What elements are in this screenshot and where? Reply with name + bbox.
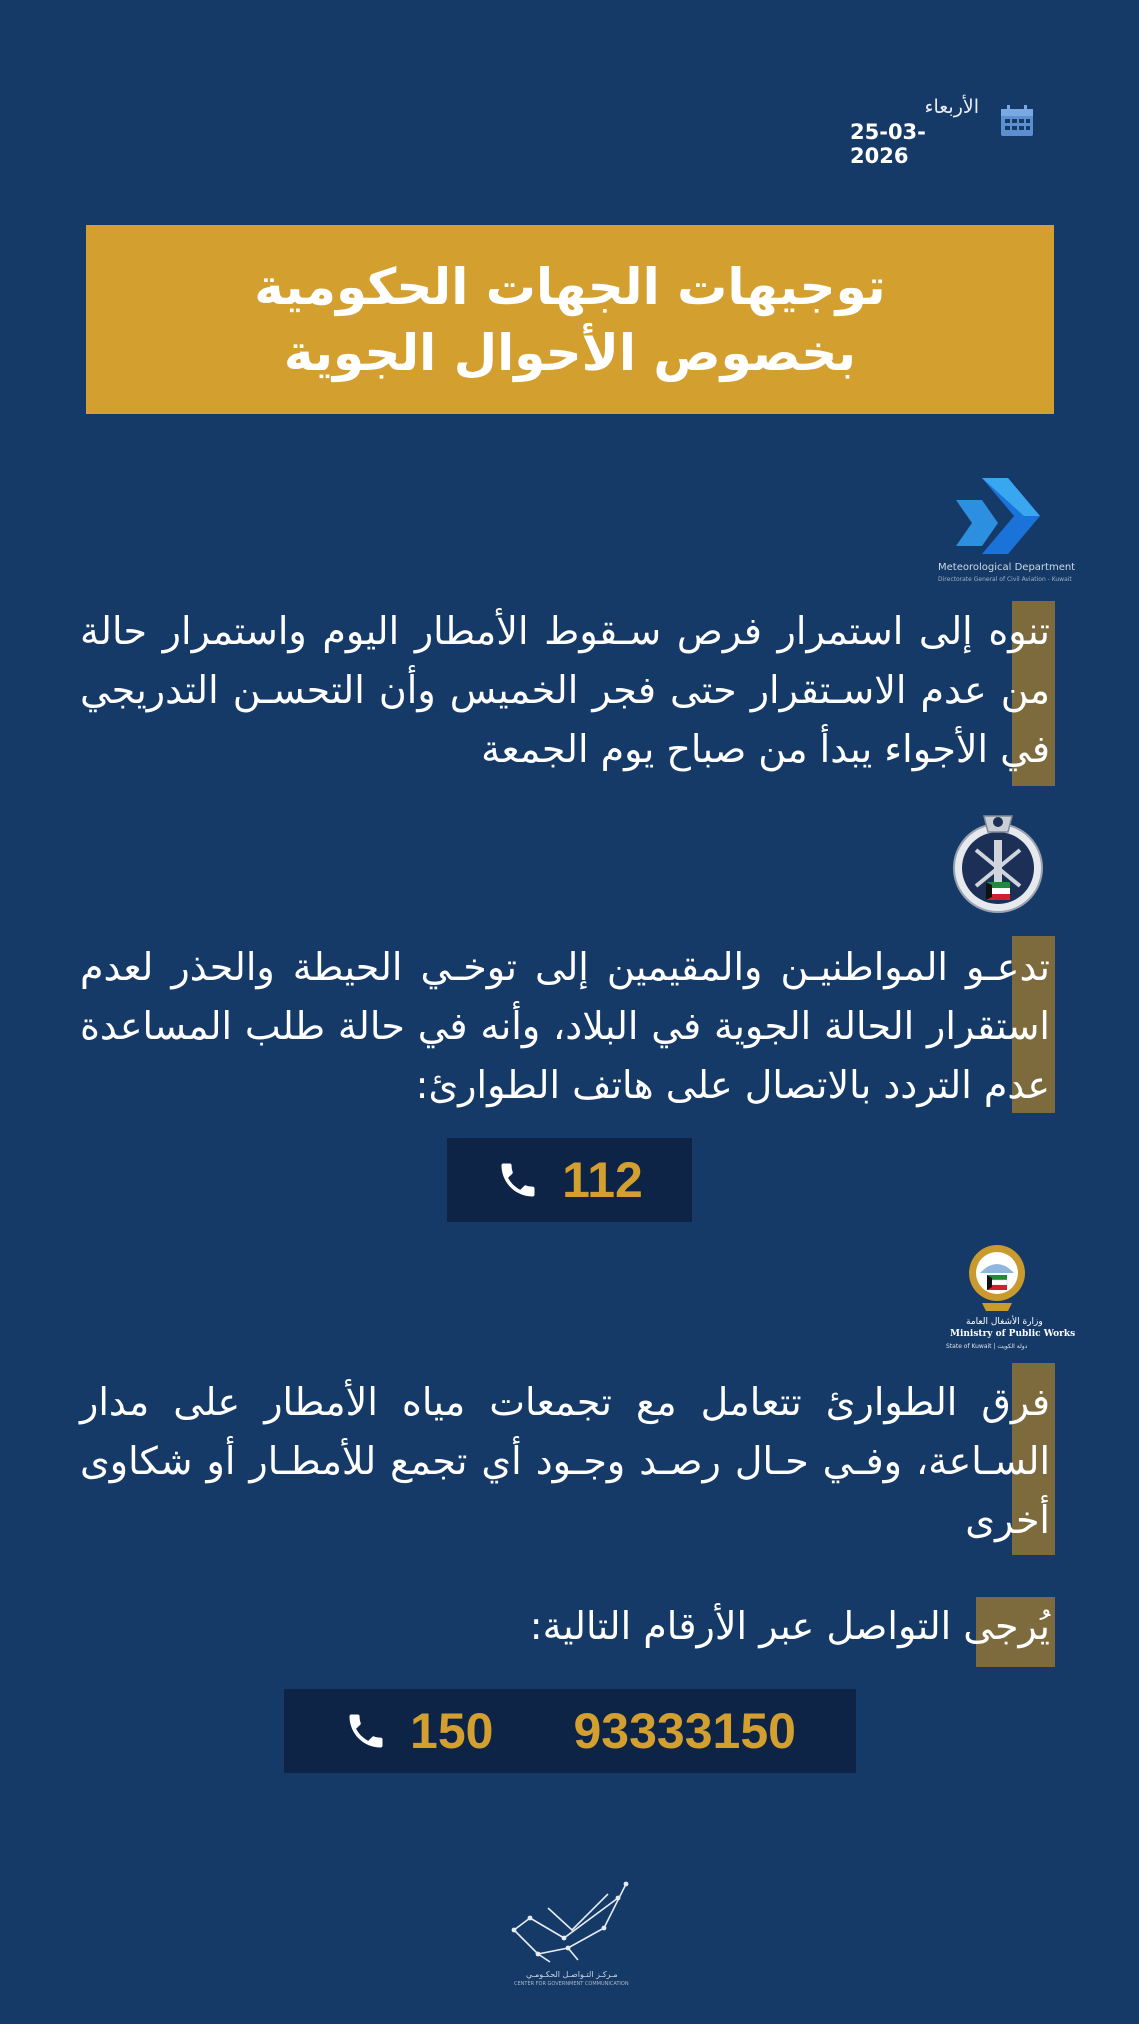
- emergency-number: 112: [562, 1152, 643, 1208]
- meteorology-notice: تنوه إلى استمرار فرص سـقوط الأمطار اليوم واستمرار حالة من عدم الاسـتقرار حتى فجر الخميس وأن التحسـن التدريجي في الأجواء يبدأ من صباح يوم الجمعة: [80, 609, 1050, 771]
- emergency-notice: تدعـو المواطنيـن والمقيمين إلى توخـي الحيطة والحذر لعدم استقرار الحالة الجوية في البلاد، وأنه في حالة طلب المساعدة عدم التردد بالاتصال على هاتف الطوارئ:: [80, 945, 1050, 1107]
- phone-icon: [496, 1158, 540, 1202]
- cgc-name-english: CENTER FOR GOVERNMENT COMMUNICATION: [514, 1981, 629, 1987]
- date-value: 25-03-2026: [850, 120, 926, 168]
- title-line-2: بخصوص الأحوال الجوية: [283, 323, 857, 382]
- boat-sail-logo-icon: [508, 1878, 632, 1968]
- title-banner: [86, 225, 1054, 414]
- date-block: [850, 96, 1035, 168]
- public-works-notice: فرق الطوارئ تتعامل مع تجمعات مياه الأمطار على مدار السـاعة، وفـي حـال رصـد وجـود أي تجمع للأمطـار أو شكاوى أخرى: [80, 1380, 1050, 1542]
- mpw-state-label: State of Kuwait | دولة الكويت: [946, 1343, 1028, 1350]
- short-number: 150: [410, 1703, 494, 1759]
- government-communication-center-logo: [508, 1878, 632, 1990]
- mpw-name-english: Ministry of Public Works: [950, 1329, 1076, 1339]
- mpw-name-arabic: وزارة الأشغال العامة: [966, 1317, 1043, 1327]
- long-number: 93333150: [573, 1703, 796, 1759]
- phone-icon: [344, 1709, 388, 1753]
- calendar-icon: [999, 104, 1035, 138]
- chevron-logo-icon: [938, 478, 1060, 558]
- public-works-phone-box[interactable]: [284, 1689, 856, 1773]
- fire-force-emblem-icon: [950, 810, 1046, 918]
- ministry-public-works-logo: [942, 1243, 1076, 1353]
- meteorological-department-logo: [938, 478, 1076, 586]
- met-logo-name: Meteorological Department: [938, 562, 1076, 573]
- met-logo-subtitle: Directorate General of Civil Aviation - Kuwait: [938, 576, 1072, 583]
- contact-instruction: يُرجى التواصل عبر الأرقام التالية:: [529, 1604, 1050, 1648]
- cgc-name-arabic: مـركـز التـواصـل الحكـومـي: [526, 1970, 618, 1979]
- kuwait-emblem-icon: [942, 1243, 1066, 1315]
- date-day: الأربعاء: [924, 96, 979, 118]
- emergency-phone-box[interactable]: [447, 1138, 692, 1222]
- title-line-1: توجيهات الجهات الحكومية: [254, 257, 886, 316]
